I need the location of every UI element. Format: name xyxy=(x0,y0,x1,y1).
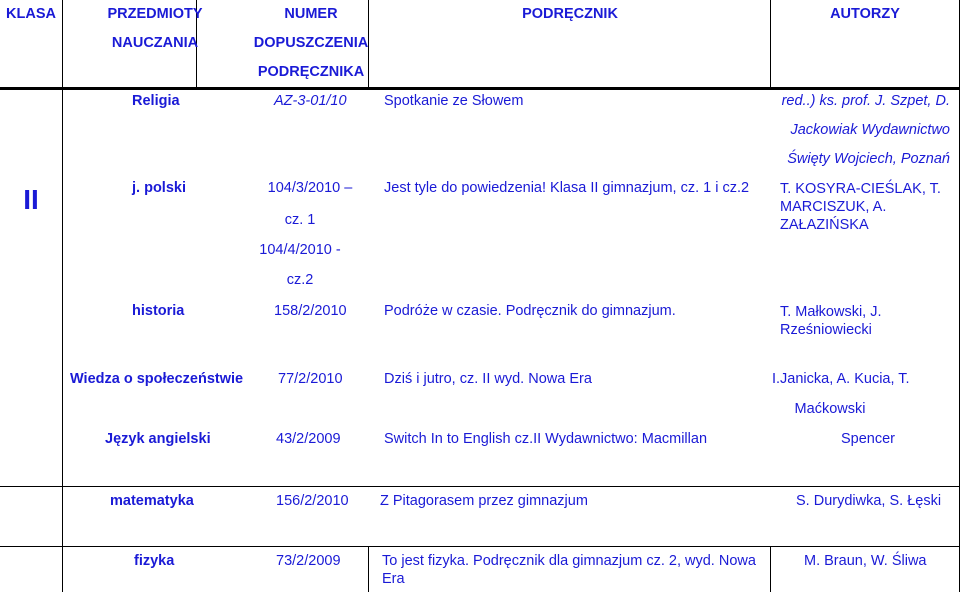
subject-angielski: Język angielski xyxy=(105,431,211,447)
klasa-column-border xyxy=(62,0,63,592)
fizyka-authors-border xyxy=(770,547,771,592)
subject-wos: Wiedza o społeczeństwie xyxy=(70,371,244,387)
number-jpolski-2: cz. 1 xyxy=(284,212,316,228)
authors-wos-2: Maćkowski xyxy=(794,401,866,417)
number-angielski: 43/2/2009 xyxy=(276,431,341,447)
authors-fizyka: M. Braun, W. Śliwa xyxy=(804,553,927,569)
header-przedmioty-2: NAUCZANIA xyxy=(111,35,199,51)
subject-fizyka: fizyka xyxy=(134,553,175,569)
title-angielski: Switch In to English cz.II Wydawnictwo: Macmillan xyxy=(384,431,708,447)
authors-angielski: Spencer xyxy=(841,431,896,447)
number-jpolski-4: cz.2 xyxy=(286,272,314,288)
number-jpolski-1: 104/3/2010 – xyxy=(267,180,353,196)
subject-matematyka: matematyka xyxy=(110,493,194,509)
authors-religia-2: Jackowiak Wydawnictwo xyxy=(790,122,950,138)
header-numer-3: PODRĘCZNIKA xyxy=(257,64,365,80)
authors-religia-3: Święty Wojciech, Poznań xyxy=(787,151,950,167)
header-podrecznik: PODRĘCZNIK xyxy=(522,6,618,22)
title-wos: Dziś i jutro, cz. II wyd. Nowa Era xyxy=(384,371,592,387)
title-matematyka: Z Pitagorasem przez gimnazjum xyxy=(380,493,588,509)
authors-matematyka: S. Durydiwka, S. Łęski xyxy=(796,493,942,509)
authors-religia-1: red..) ks. prof. J. Szpet, D. xyxy=(781,93,950,109)
number-jpolski-3: 104/4/2010 - xyxy=(259,242,341,258)
header-przedmioty-1: PRZEDMIOTY xyxy=(107,6,203,22)
authors-wos-1: I.Janicka, A. Kucia, T. xyxy=(772,371,910,387)
header-klasa: KLASA xyxy=(6,6,56,22)
title-religia: Spotkanie ze Słowem xyxy=(384,93,524,109)
title-jpolski: Jest tyle do powiedzenia! Klasa II gimnazjum, cz. 1 i cz.2 xyxy=(384,180,750,196)
number-fizyka: 73/2/2009 xyxy=(276,553,341,569)
fizyka-number-border xyxy=(368,547,369,592)
number-matematyka: 156/2/2010 xyxy=(276,493,349,509)
number-historia: 158/2/2010 xyxy=(274,303,347,319)
title-historia: Podróże w czasie. Podręcznik do gimnazjum. xyxy=(384,303,676,319)
klasa-value: II xyxy=(23,184,39,215)
subject-historia: historia xyxy=(132,303,185,319)
header-numer-1: NUMER xyxy=(284,6,338,22)
authors-historia: T. Małkowski, J. Rześniowiecki xyxy=(780,304,882,338)
subject-religia: Religia xyxy=(132,93,180,109)
number-wos: 77/2/2010 xyxy=(278,371,343,387)
number-religia: AZ-3-01/10 xyxy=(274,93,347,109)
authors-jpolski: T. KOSYRA-CIEŚLAK, T. MARCISZUK, A. ZAŁAZIŃSKA xyxy=(780,181,941,233)
header-numer-2: DOPUSZCZENIA xyxy=(253,35,369,51)
title-fizyka: To jest fizyka. Podręcznik dla gimnazjum cz. 2, wyd. Nowa Era xyxy=(382,553,756,587)
header-autorzy: AUTORZY xyxy=(830,6,900,22)
subject-jpolski: j. polski xyxy=(132,180,186,196)
